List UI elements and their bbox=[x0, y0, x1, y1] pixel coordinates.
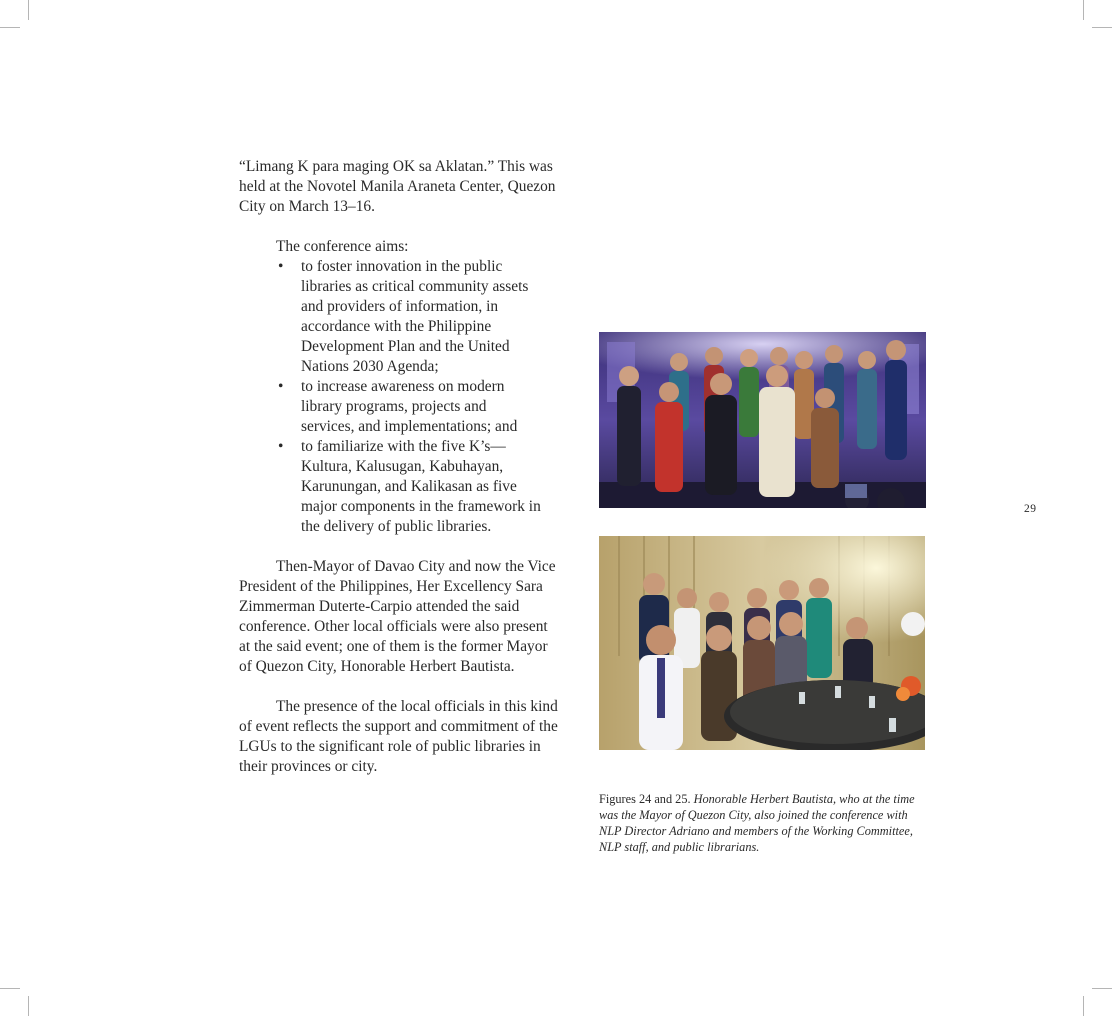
aims-list-item: • to foster innovation in the public libraries as critical community assets and providers of information, in accordance with the Philippine Development Plan and the United Nations 2030 Agenda; bbox=[276, 257, 541, 377]
crop-mark bbox=[28, 0, 29, 20]
body-text-column bbox=[239, 157, 559, 777]
crop-mark bbox=[1083, 996, 1084, 1016]
officials-paragraph: Then-Mayor of Davao City and now the Vice President of the Philippines, Her Excellency Sara Zimmerman Duterte-Carpio attended the said conference. Other local officials were also present at the said event; one of them is the former Mayor of Quezon City, Honorable Herbert Bautista. bbox=[239, 558, 556, 675]
aims-list-item: • to increase awareness on modern library programs, projects and services, and implementations; and bbox=[276, 377, 541, 437]
aims-heading: The conference aims: bbox=[276, 238, 409, 255]
figure-25-photo bbox=[599, 536, 925, 750]
figure-24-photo bbox=[599, 332, 926, 508]
caption-body: Honorable Herbert Bautista, who at the time was the Mayor of Quezon City, also joined the conference with NLP Director Adriano and members of the Working Committee, NLP staff, and public librarians. bbox=[599, 792, 915, 854]
intro-paragraph: “Limang K para maging OK sa Aklatan.” This was held at the Novotel Manila Araneta Center, Quezon City on March 13–16. bbox=[239, 158, 556, 215]
page-number: 29 bbox=[1024, 503, 1037, 515]
figure-caption bbox=[599, 791, 929, 855]
crop-mark bbox=[28, 996, 29, 1016]
conference-aims bbox=[276, 237, 559, 537]
caption-lead: Figures 24 and 25. bbox=[599, 792, 691, 806]
crop-mark bbox=[1092, 988, 1112, 989]
crop-mark bbox=[0, 988, 20, 989]
crop-mark bbox=[0, 27, 20, 28]
aims-list-item: • to familiarize with the five K’s— Kultura, Kalusugan, Kabuhayan, Karunungan, and Kalikasan as five major components in the framework in the delivery of public libraries. bbox=[276, 437, 541, 537]
crop-mark bbox=[1092, 27, 1112, 28]
crop-mark bbox=[1083, 0, 1084, 20]
aims-list bbox=[276, 257, 559, 537]
presence-paragraph: The presence of the local officials in this kind of event reflects the support and commitment of the LGUs to the significant role of public libraries in their provinces or city. bbox=[239, 698, 558, 775]
